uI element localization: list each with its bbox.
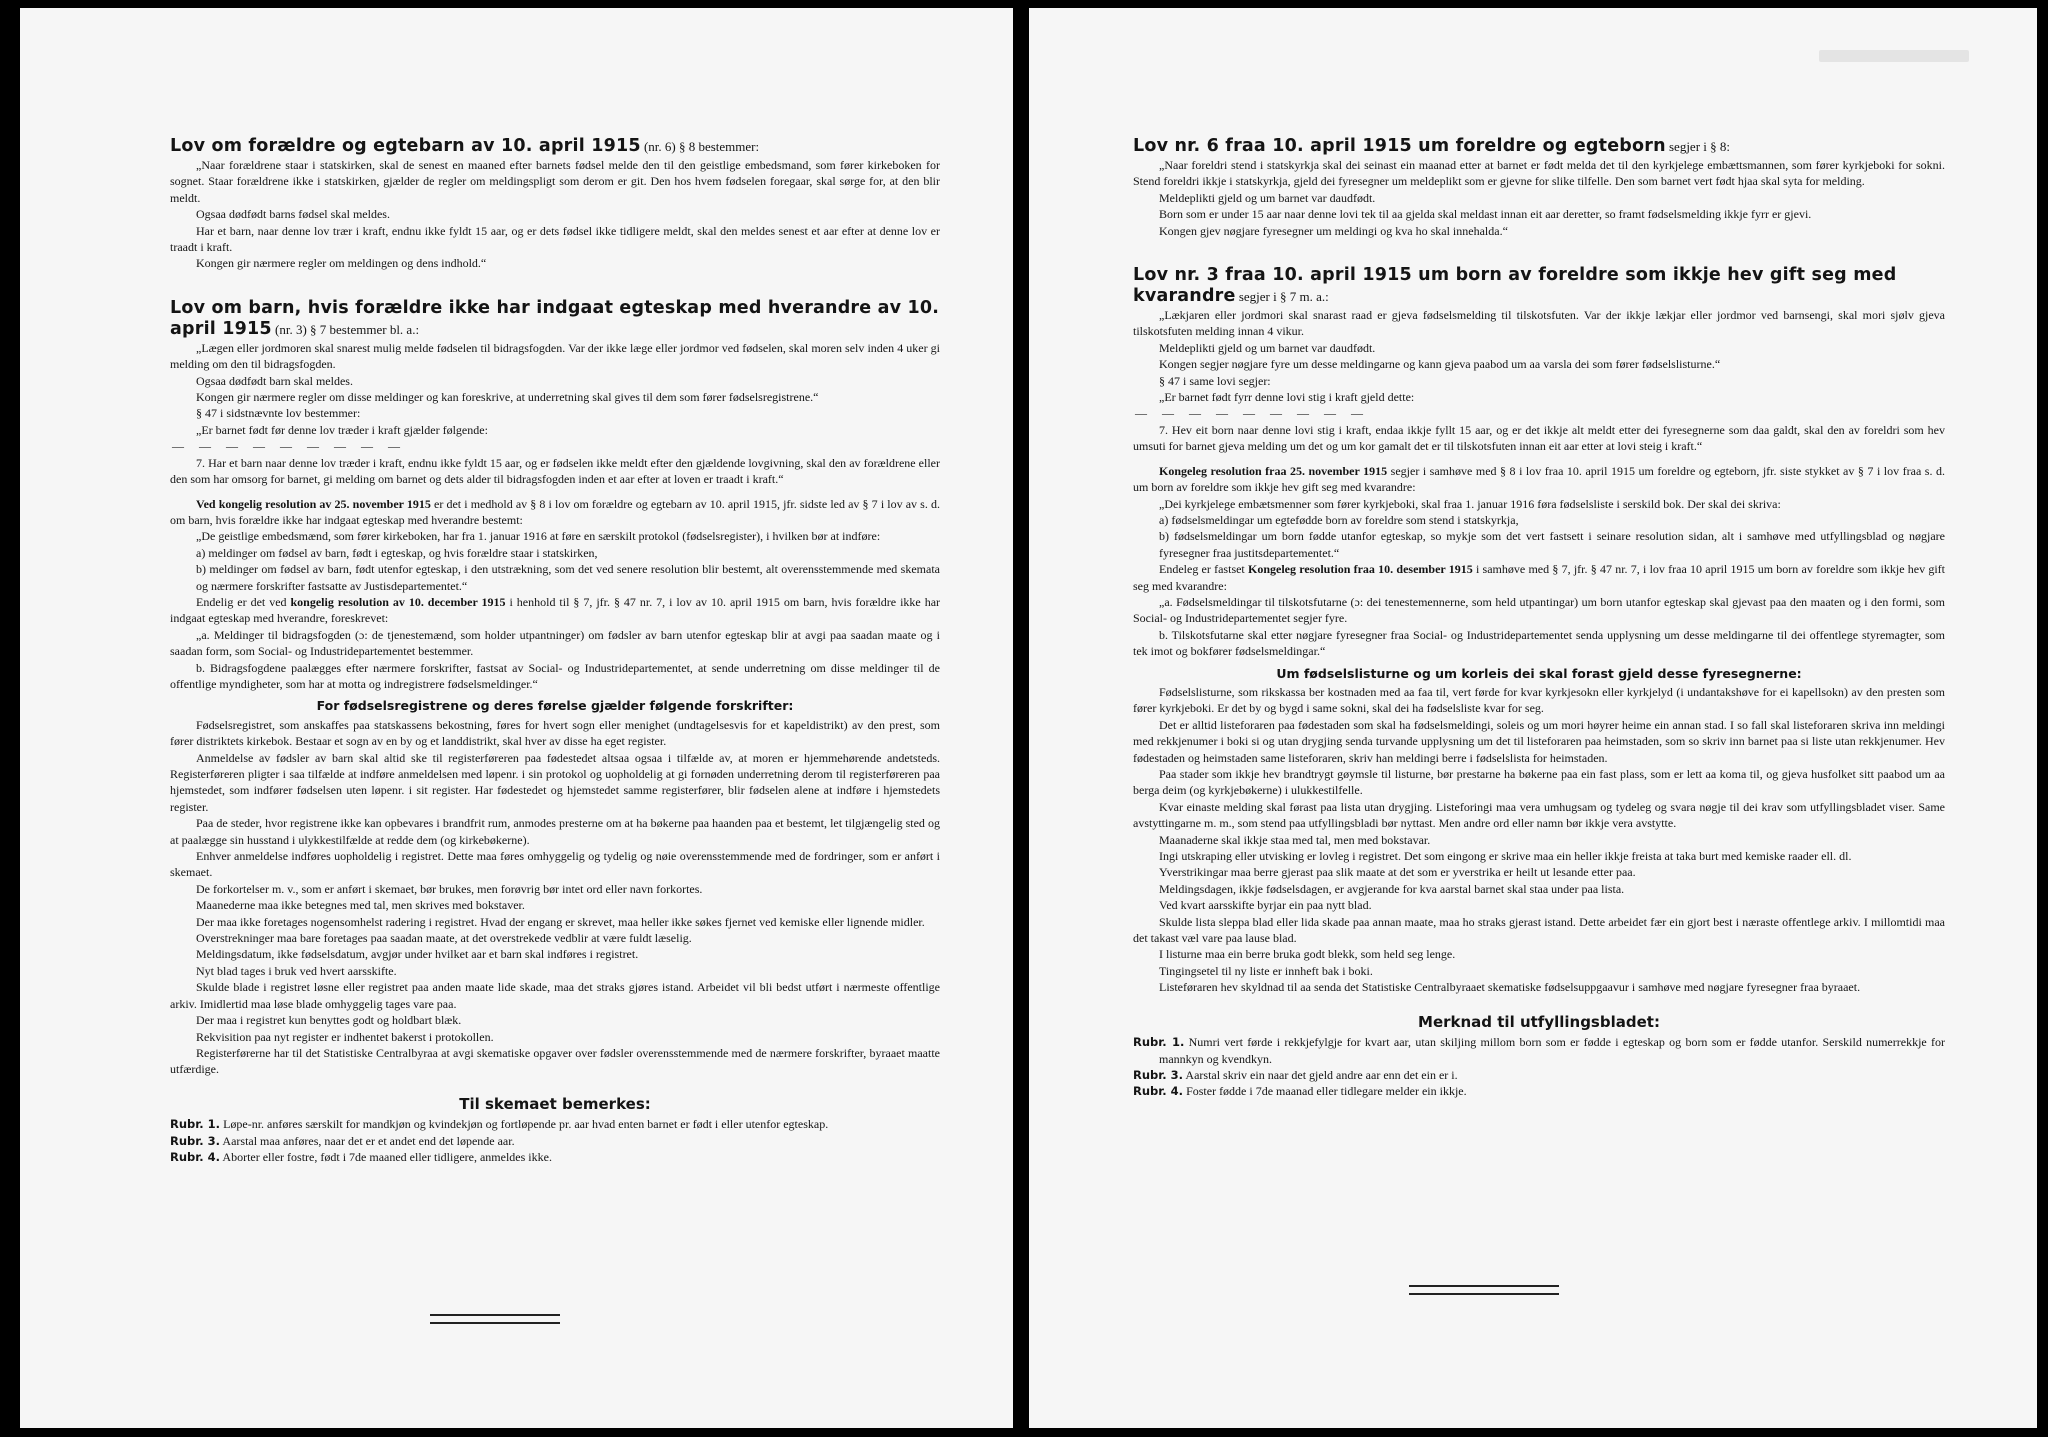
left-remark-2: Rubr. 3. Aarstal maa anføres, naar det er et andet end det løpende aar. <box>170 1133 515 1148</box>
right-s1-p4: Kongen gjev nøgjare fyresegner um meldingi og kva ho skal innehalda.“ <box>1159 223 1508 238</box>
left-text-column <box>170 136 940 1165</box>
left-heading-2: Lov om barn, hvis forældre ikke har indgaat egteskap med hverandre av 10. april 1915 (nr. 3) § 7 bestemmer bl. a.: <box>170 297 940 339</box>
left-s3-qa: „a. Meldinger til bidragsfogden (ɔ: de tjenestemænd, som holder utpantninger) om fødsler av barn utenfor egteskap blir at avgi paa saadan maate og i saadan form, som Social- og Industridepartementet bestemmer. <box>170 627 940 659</box>
left-s1-p3: Har et barn, naar denne lov trær i kraft, endnu ikke fyldt 15 aar, og er dets fødsel ikke tidligere meldt, skal den meldes senest et aar efter at denne lov er traadt i kraft. <box>170 223 940 255</box>
right-section-title: Um fødselslisturne og um korleis dei skal forast gjeld desse fyresegnerne: <box>1276 665 1802 681</box>
right-s2-p5: „Er barnet født fyrr denne lovi stig i kraft gjeld dette: <box>1159 390 1415 405</box>
left-s3-p1: Ved kongelig resolution av 25. november 1915 er det i medhold av § 8 i lov om forældre og egtebarn av 10. april 1915, jfr. sidste led av § 7 i lov av s. d. om barn, hvis forældre ikke har indgaat egteskap med hverandre bestemt: <box>170 496 940 527</box>
left-s2-p4: § 47 i sidstnævnte lov bestemmer: <box>196 406 361 421</box>
left-section-title: For fødselsregistrene og deres førelse gjælder følgende forskrifter: <box>316 698 794 714</box>
right-s3-b: b) fødselsmeldingar um born fødde utanfor egteskap, so mykje som det vert fastsett i seinare resolution sidan, alt i samhøve med utfyllingsblad og nøgjare fyresegner fraa justitsdepartementet.“ <box>1159 529 1945 560</box>
left-s2-p2: Ogsaa dødfødt barn skal meldes. <box>196 373 353 388</box>
left-s3-end: Endelig er det ved kongelig resolution av 10. december 1915 i henhold til § 7, jfr. § 47 nr. 7, i lov av 10. april 1915 om barn, hvis forældre ikke har indgaat egteskap med hverandre, foreskrevet: <box>170 594 941 626</box>
right-remarks <box>1133 1034 1945 1100</box>
left-remark-3: Rubr. 4. Aborter eller fostre, født i 7de maaned eller tidligere, anmeldes ikke. <box>170 1149 552 1164</box>
book-gutter <box>1013 0 1029 1437</box>
left-s2-p3: Kongen gir nærmere regler om disse meldinger og kan foreskrive, at underretning skal gives til dem som fører fødselsregistrene.“ <box>196 390 819 405</box>
right-s3-quote: „Dei kyrkjelege embætsmenner som fører kyrkjeboki, skal fraa 1. januar 1916 føra fødselsliste i serskild bok. Der skal dei skriva: <box>1159 496 1781 511</box>
left-s3-a: a) meldinger om fødsel av barn, født i egteskap, og hvis forældre staar i statskirken, <box>196 545 598 560</box>
left-s2-p5: „Er barnet født før denne lov træder i kraft gjælder følgende: <box>196 422 488 437</box>
right-end-rule <box>1409 1285 1559 1295</box>
left-rule-11: Skulde blade i registret løsne eller registret paa anden maate lide skade, maa det straks gjøres istand. Arbeidet vil bli bedst utført i nærmeste offentlige arkiv. Imidlertid maa løse blade omhyggelig tages vare paa. <box>170 980 940 1011</box>
right-rule-12: Tingingsetel til ny liste er innheft bak i boki. <box>1159 963 1373 978</box>
right-heading-1: Lov nr. 6 fraa 10. april 1915 um foreldre og egteborn segjer i § 8: <box>1133 136 1730 156</box>
left-rule-1: Fødselsregistret, som anskaffes paa statskassens bekostning, føres for hvert sogn eller menighet (undtagelsesvis for et kapeldistrikt) av den prest, som fører distriktets kirkebok. Bestaar et sogn av en by og et landdistrikt, skal hver av disse ha eget register. <box>170 717 940 749</box>
right-rule-10: Skulde lista sleppa blad eller lida skade paa annan maate, maa ho straks gjerast istand. Dette arbeidet fær ein gjort best i næraste offentlege arkiv. I millomtidi maa det takast væl vare paa lause blad. <box>1133 914 1945 946</box>
left-end-rule <box>430 1314 560 1324</box>
right-rule-7: Yverstrikingar maa berre gjerast paa slik maate at det som er yverstrika er heilt ut lesande etter paa. <box>1159 865 1636 880</box>
left-rule-6: Maanederne maa ikke betegnes med tal, men skrives med bokstaver. <box>196 898 525 913</box>
left-s2-p1: „Lægen eller jordmoren skal snarest mulig melde fødselen til bidragsfogden. Var der ikke læge eller jordmor ved fødselen, skal moren selv inden 4 uker gi melding om den til bidragsfogden. <box>170 340 940 372</box>
left-rule-13: Rekvisition paa nyt register er indhentet bakerst i protokollen. <box>196 1029 494 1044</box>
right-rule-11: I listurne maa ein berre bruka godt blekk, som held seg lenge. <box>1159 947 1456 962</box>
right-s1-p3: Born som er under 15 aar naar denne lovi tek til aa gjelda skal meldast innan eit aar deretter, so framt fødselsmelding ikkje fyrr er gjevi. <box>1159 207 1812 222</box>
right-rule-5: Maanaderne skal ikkje staa med tal, men med bokstavar. <box>1159 832 1431 847</box>
left-page <box>20 8 1015 1428</box>
right-s2-p6: 7. Hev eit born naar denne lovi stig i kraft, endaa ikkje fyllt 15 aar, og er det ikkje alt meldt etter dei fyresegnerne som daa galdt, skal den av foreldri som hev umsuti for barnet gjeva melding um det og um kor gamalt det er til tilskotsfuten innan eit aar etter at lovi steig i kraft.“ <box>1133 422 1945 454</box>
left-heading-1: Lov om forældre og egtebarn av 10. april 1915 (nr. 6) § 8 bestemmer: <box>170 136 760 156</box>
right-remark-2: Rubr. 3. Aarstal skriv ein naar det gjeld andre aar enn det ein er i. <box>1133 1067 1458 1082</box>
left-s3-qb: b. Bidragsfogdene paalægges efter nærmere forskrifter, fastsat av Social- og Industridepartementet, at sende underretning om disse meldinger til de offentlige myndigheter, som har at motta og indregistrere fødselsmeldinger.“ <box>170 660 940 691</box>
left-remarks <box>170 1116 940 1165</box>
left-rule-3: Paa de steder, hvor registrene ikke kan opbevares i brandfrit rum, anmodes presterne om at ha bøkerne paa haanden paa et bestemt, let tilgjængelig sted og at paalægge sin husstand i ulykkestilfælde at redde dem (og kirkebøkerne). <box>170 816 940 847</box>
right-remarks-title: Merknad til utfyllingsbladet: <box>1418 1012 1660 1031</box>
left-s3-quote: „De geistlige embedsmænd, som fører kirkeboken, har fra 1. januar 1916 at føre en særskilt protokol (fødselsregister), i hvilken bør at indføre: <box>196 529 881 544</box>
right-dashes: — — — — — — — — — <box>1135 406 1369 421</box>
left-rule-8: Overstrekninger maa bare foretages paa saadan maate, at det overstrekede vedblir at være fuldt læselig. <box>196 931 692 946</box>
left-s1-p4: Kongen gir nærmere regler om meldingen og dens indhold.“ <box>196 256 487 271</box>
right-rule-1: Fødselslisturne, som rikskassa ber kostnaden med aa faa til, vert førde for kvar kyrkjesokn eller kyrkjelyd (i undantakshøve for ei kapellsokn) av den presten som fører kyrkjeboki. Er det by og bygd i same sokni, skal dei ha fødselsliste kvar for seg. <box>1133 684 1945 716</box>
right-s3-end: Endeleg er fastset Kongeleg resolution fraa 10. desember 1915 i samhøve med § 7, jfr. § 47 nr. 7, i lov fraa 10 april 1915 um born av foreldre som ikkje hev gift seg med kvarandre: <box>1133 562 1946 593</box>
right-rule-8: Meldingsdagen, ikkje fødselsdagen, er avgjerande for kva aarstal barnet skal staa under paa lista. <box>1159 881 1625 896</box>
right-s2-p1: „Lækjaren eller jordmori skal snarast raad er gjeva fødselsmelding til tilskotsfuten. Var der ikkje lækjar eller jordmor ved barnsengi, skal mori sjølv gjeva tilskotsfuten melding innan 4 vikur. <box>1133 308 1945 339</box>
left-rule-14: Registerførerne har til det Statistiske Centralbyraa at avgi skematiske opgaver over fødsler overensstemmende med de nærmere forskrifter, byraaet maatte utfærdige. <box>170 1045 940 1077</box>
right-remark-3: Rubr. 4. Foster fødde i 7de maanad eller tidlegare melder ein ikkje. <box>1133 1084 1467 1099</box>
left-rule-12: Der maa i registret kun benyttes godt og holdbart blæk. <box>196 1013 462 1028</box>
right-s3-a: a) fødselsmeldingar um egtefødde born av foreldre som stend i statskyrkja, <box>1159 512 1519 527</box>
right-page <box>1029 8 2037 1428</box>
left-rule-2: Anmeldelse av fødsler av barn skal altid ske til registerføreren paa fødestedet altsaa ogsaa i tilfælde av, at moren er hjemmehørende andetsteds. Registerføreren pligter i saa tilfælde at indføre anmeldelsen med løpenr. i sin protokol og uopholdelig at gi fornøden underretning derom til registerføreren paa hjemstedet, som indfører fødselsen uten løpenr. i sit register. Har fødestedet og hjemstedet samme registerfører, blir fødselen alene at indføre i hjemstedets register. <box>170 750 940 814</box>
left-rule-7: Der maa ikke foretages nogensomhelst radering i registret. Hvad der engang er skrevet, maa heller ikke søkes fjernet ved kemiske eller lignende midler. <box>196 914 925 929</box>
left-remark-1: Rubr. 1. Løpe-nr. anføres særskilt for mandkjøn og kvindekjøn og fortløpende pr. aar hvad enten barnet er født i eller utenfor egteskap. <box>170 1117 829 1132</box>
right-s1-p1: „Naar foreldri stend i statskyrkja skal dei seinast ein maanad etter at barnet er født melda det til den kyrkjelege embættsmannen, som fører kyrkjeboki for sokni. Stend foreldri ikkje i statskyrkja, gjeld dei fyresegner um meldeplikt som er gjevne for slike tilfelle. Den som barnet vert født hjaa skal syta for melding. <box>1133 158 1945 189</box>
right-s3-p1: Kongeleg resolution fraa 25. november 1915 segjer i samhøve med § 8 i lov fraa 10. april 1915 um foreldre og egteborn, jfr. siste stykket av § 7 i lov fraa s. d. um born av foreldre som ikkje hev gift seg med kvarandre: <box>1133 463 1945 495</box>
left-dashes: — — — — — — — — — <box>172 439 406 454</box>
right-s3-qb: b. Tilskotsfutarne skal etter nøgjare fyresegner fraa Social- og Industridepartementet senda upplysning um desse meldingarne til dei offentlege styremagter, som tek imot og bokfører fødselsmeldingar.“ <box>1133 627 1945 659</box>
right-s2-p4: § 47 i same lovi segjer: <box>1159 373 1271 388</box>
right-rule-3: Paa stader som ikkje hev brandtrygt gøymsle til listurne, bør prestarne ha bøkerne paa ein fast plass, som er lett aa koma til, og gjeva husfolket sitt paabod um aa berga deim (og kyrkjebøkerne) i ulukkestilfelle. <box>1133 767 1945 798</box>
left-remarks-title: Til skemaet bemerkes: <box>459 1094 651 1113</box>
right-remark-1: Rubr. 1. Numri vert førde i rekkjefylgje for kvart aar, utan skiljing millom born som er fødde i egteskap og born som er fødde utanfor. Serskild numerrekkje for mannkyn og kvendkyn. <box>1133 1035 1946 1066</box>
right-text-column <box>1133 136 1945 1100</box>
scan-artifact <box>1819 50 1969 62</box>
right-s2-p2: Meldeplikti gjeld og um barnet var daudfødt. <box>1159 340 1376 355</box>
right-rule-13: Listeføraren hev skyldnad til aa senda det Statistiske Centralbyraaet skematiske fødselsuppgaavur i samhøve med nøgjare fyresegner fraa byraaet. <box>1159 980 1861 995</box>
right-s2-p3: Kongen segjer nøgjare fyre um desse meldingarne og kann gjeva paabod um aa varsla dei som fører fødselslisturne.“ <box>1159 357 1721 372</box>
left-s3-b: b) meldinger om fødsel av barn, født utenfor egteskap, i den utstrækning, som det ved senere resolution blir bestemt, alt overensstemmende med skemata og nærmere forskrifter fastsatte av Justisdepartementet.“ <box>196 562 940 593</box>
left-s2-p6: 7. Har et barn naar denne lov træder i kraft, endnu ikke fyldt 15 aar, og er fødselen ikke meldt efter den gjældende lovgivning, skal den av forældrene eller den som har omsorg for barnet, gi melding om barnet og dets alder til bidragsfogden inden et aar efter at loven er traadt i kraft.“ <box>170 455 940 487</box>
right-rule-2: Det er alltid listeforaren paa fødestaden som skal ha fødselsmeldingi, soleis og um mori høyrer heime ein annan stad. I so fall skal listeforaren skriva inn meldingi med rekkjenumer i boki si og utan drygjing senda turvande upplysning um det til listeforaren paa heimstaden, som so skriv inn barnet paa si liste utan rekkjenumer. Hev fødestaden og heimstaden same listeforaren, skriv han meldingi berre i fødselslista for heimstaden. <box>1133 717 1945 765</box>
left-rule-9: Meldingsdatum, ikke fødselsdatum, avgjør under hvilket aar et barn skal indføres i registret. <box>196 947 639 962</box>
right-rule-4: Kvar einaste melding skal førast paa lista utan drygjing. Listeforingi maa vera umhugsam og tydeleg og svara nøgje til dei krav som utfyllingsbladet viser. Same avstyttingarne m. m., som stend paa utfyllingsbladi bør nyttast. Men andre ord eller namn bør ikkje vera avstytte. <box>1133 799 1945 831</box>
left-rule-4: Enhver anmeldelse indføres uopholdelig i registret. Dette maa føres omhyggelig og tydelig og nøie overensstemmende med de fordringer, som er anført i skemaet. <box>170 849 940 880</box>
left-rule-10: Nyt blad tages i bruk ved hvert aarsskifte. <box>196 963 397 978</box>
right-heading-2: Lov nr. 3 fraa 10. april 1915 um born av foreldre som ikkje hev gift seg med kvarandre segjer i § 7 m. a.: <box>1133 265 1897 307</box>
right-rule-9: Ved kvart aarsskifte byrjar ein paa nytt blad. <box>1159 898 1372 913</box>
right-rule-6: Ingi utskraping eller utvisking er lovleg i registret. Det som eingong er skrive maa ein heller ikkje freista at taka burt med kemiske raader ell. dl. <box>1159 849 1852 864</box>
left-s1-p1: „Naar forældrene staar i statskirken, skal de senest en maaned efter barnets fødsel melde den til den geistlige embedsmand, som fører kirkeboken for sognet. Staar forældrene ikke i statskirken, gjælder de regler om meldingspligt som derom er git. Den hos hvem fødselen foregaar, skal sørge for, at den blir meldt. <box>170 158 940 205</box>
right-s3-qa: „a. Fødselsmeldingar til tilskotsfutarne (ɔ: dei tenestemennerne, som held utpantingar) um born utanfor egteskap skal gjevast paa den maaten og i den formi, som Social- og Industridepartementet segjer fyre. <box>1133 594 1945 626</box>
left-s1-p2: Ogsaa dødfødt barns fødsel skal meldes. <box>196 207 390 222</box>
left-rule-5: De forkortelser m. v., som er anført i skemaet, bør brukes, men forøvrig bør intet ord eller navn forkortes. <box>196 881 703 896</box>
right-s1-p2: Meldeplikti gjeld og um barnet var daudfødt. <box>1159 190 1376 205</box>
